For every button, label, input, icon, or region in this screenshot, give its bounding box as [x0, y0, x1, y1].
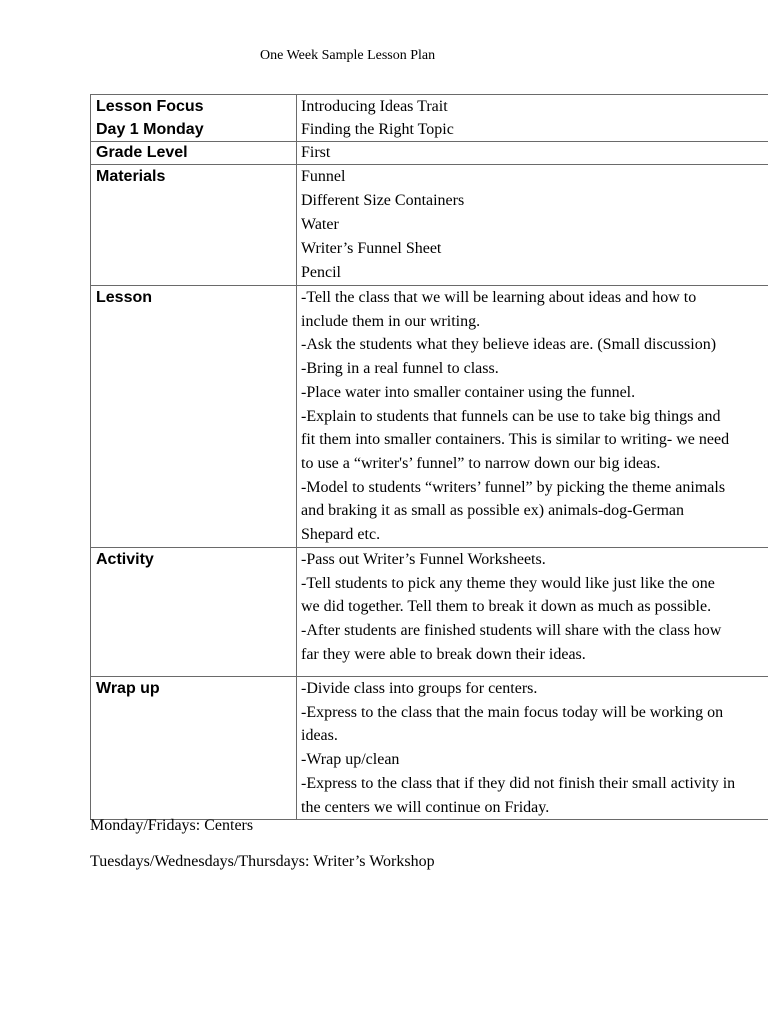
- schedule-note-centers: Monday/Fridays: Centers: [90, 817, 254, 834]
- row-content-line: -Model to students “writers’ funnel” by picking the theme animals: [301, 478, 726, 496]
- row-label-cell: [91, 165, 297, 286]
- schedule-note-workshop: Tuesdays/Wednesdays/Thursdays: Writer’s Workshop: [90, 853, 435, 870]
- row-content-line: -Ask the students what they believe ideas are. (Small discussion): [301, 336, 717, 354]
- row-label-cell: [91, 548, 297, 677]
- row-content-line: Water: [301, 216, 339, 233]
- row-content-cell: [297, 286, 768, 548]
- row-content-line: ideas.: [301, 727, 338, 745]
- row-content-line: Shepard etc.: [301, 526, 381, 544]
- table-row-lesson: [91, 286, 768, 548]
- row-label: Wrap up: [96, 680, 160, 697]
- row-content-line: Finding the Right Topic: [301, 121, 454, 138]
- row-label: Activity: [96, 551, 154, 568]
- row-content-cell: [297, 677, 768, 820]
- row-content-line: -Place water into smaller container using the funnel.: [301, 383, 636, 401]
- row-content-line: Different Size Containers: [301, 192, 465, 209]
- table-row-grade-level: [91, 142, 768, 165]
- row-content-line: the centers we will continue on Friday.: [301, 798, 550, 816]
- row-label-cell: [91, 95, 297, 142]
- row-content-cell: [297, 548, 768, 677]
- table-row-materials: [91, 165, 768, 286]
- row-label-cell: [91, 142, 297, 165]
- row-label: Materials: [96, 168, 166, 185]
- row-content-line: -After students are finished students will share with the class how: [301, 622, 722, 640]
- row-content-cell: [297, 142, 768, 165]
- row-content-line: fit them into smaller containers. This is similar to writing- we need: [301, 431, 730, 449]
- row-content-cell: [297, 165, 768, 286]
- row-label: Lesson Focus: [96, 98, 204, 115]
- row-content-line: -Express to the class that if they did not finish their small activity in: [301, 774, 736, 792]
- row-content-line: -Explain to students that funnels can be use to take big things and: [301, 407, 721, 425]
- row-content-line: we did together. Tell them to break it down as much as possible.: [301, 598, 712, 616]
- row-content-line: and braking it as small as possible ex) animals-dog-German: [301, 502, 685, 520]
- row-label-cell: [91, 286, 297, 548]
- row-content-line: -Tell students to pick any theme they would like just like the one: [301, 574, 715, 592]
- lesson-plan-table: [90, 94, 768, 820]
- row-content-line: include them in our writing.: [301, 312, 481, 330]
- row-content-line: -Express to the class that the main focus today will be working on: [301, 703, 724, 721]
- table-row-wrap-up: [91, 677, 768, 820]
- row-content-cell: [297, 95, 768, 142]
- row-label-cell: [91, 677, 297, 820]
- row-content-line: -Pass out Writer’s Funnel Worksheets.: [301, 551, 546, 568]
- row-content-line: Pencil: [301, 264, 341, 281]
- row-content-line: to use a “writer's’ funnel” to narrow down our big ideas.: [301, 454, 661, 472]
- document-title: One Week Sample Lesson Plan: [260, 48, 436, 63]
- row-content-line: Introducing Ideas Trait: [301, 98, 448, 115]
- row-content-line: Funnel: [301, 168, 346, 185]
- row-content-line: Writer’s Funnel Sheet: [301, 240, 442, 257]
- row-content-line: -Divide class into groups for centers.: [301, 680, 538, 697]
- row-content-line: -Bring in a real funnel to class.: [301, 360, 499, 378]
- row-label: Grade Level: [96, 144, 188, 161]
- table-row-lesson-focus: [91, 95, 768, 142]
- row-label: Day 1 Monday: [96, 121, 204, 138]
- row-label: Lesson: [96, 289, 153, 306]
- row-content-line: -Tell the class that we will be learning about ideas and how to: [301, 289, 697, 306]
- table-row-activity: [91, 548, 768, 677]
- row-content-line: far they were able to break down their ideas.: [301, 645, 586, 663]
- row-content-line: -Wrap up/clean: [301, 751, 400, 769]
- row-content-line: First: [301, 144, 331, 161]
